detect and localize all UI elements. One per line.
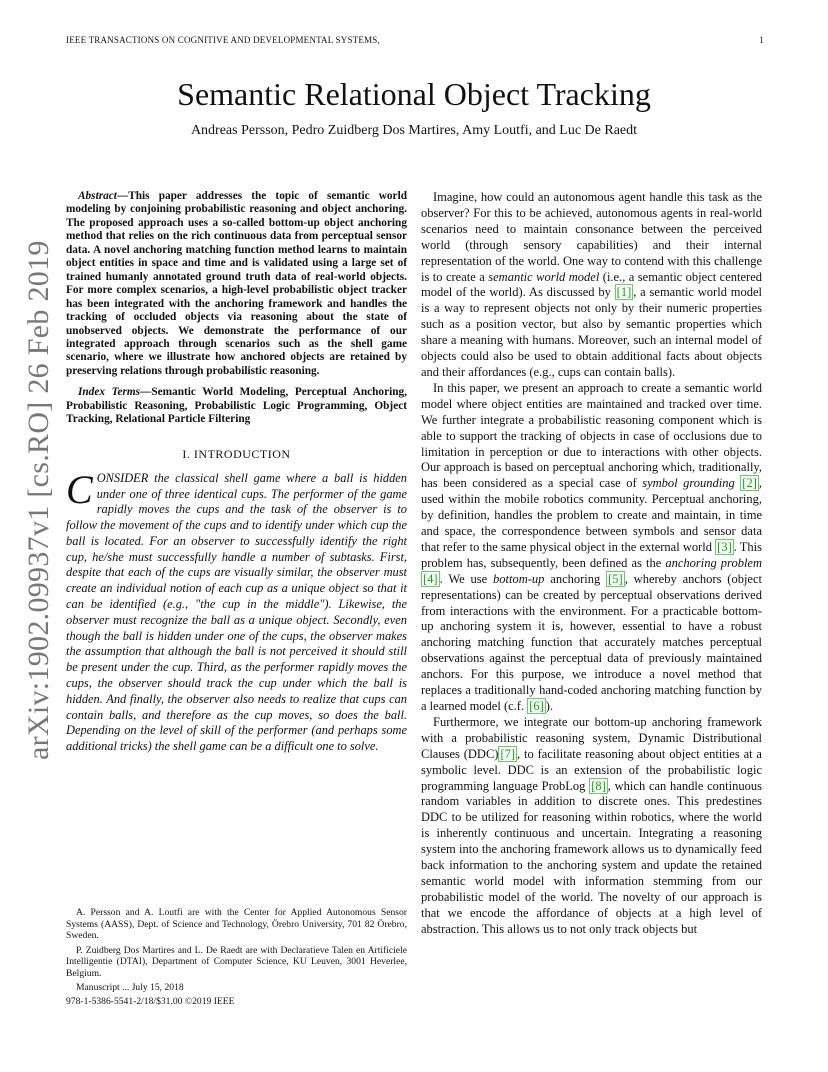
abstract [66, 190, 407, 378]
emphasis-text: bottom-up [493, 571, 545, 586]
citation-link[interactable]: [3] [717, 539, 732, 554]
text-run: , used within the mobile robotics community. Perceptual anchoring, by definition, handles the problem to create and maintain, in time and space, the correspondence between symbols and sensor data that refer to the same physical object in the external world [421, 476, 762, 554]
emphasis-text: symbol grounding [642, 476, 735, 491]
body-paragraph-1 [421, 190, 762, 381]
text-run: Furthermore, we integrate our bottom-up anchoring framework with a probabilistic reasoning system, Dynamic Distributional Clauses (DDC) [421, 714, 762, 761]
index-terms-label: Index Terms [78, 386, 141, 399]
text-run: , which can handle continuous random variables in addition to discrete ones. This predestines DDC to be utilized for reasoning within robotics, where the world is inherently continuous and uncertain. Integrating a reasoning system into the anchoring framework allows us to dynamically feed back information to the anchoring system and update the retained semantic world model with information stemming from our probabilistic model of the world. The novelty of our approach is that we encode the affordance of objects at a high level of abstraction. This allows us to not only track objects but [421, 778, 762, 936]
citation-link[interactable]: [4] [423, 571, 438, 586]
text-run: In this paper, we present an approach to create a semantic world model where object entities are maintained and tracked over time. We further integrate a probabilistic reasoning component which is able to support the tracking of objects in case of occlusions due to limitation in perception or due to interactions with other objects. Our approach is based on perceptual anchoring which, traditionally, has been considered as a special case of [421, 380, 762, 491]
text-run: anchoring [544, 571, 607, 586]
abstract-text: —This paper addresses the topic of semantic world modeling by conjoining probabilistic reasoning and object anchoring. The proposed approach uses a so-called bottom-up object anchoring method that relies on the rich continuous data from perceptual sensor data. A novel anchoring matching function method learns to maintain object entities in space and time and is validated using a large set of trained humanly annotated ground truth data of real-world objects. For more complex scenarios, a high-level probabilistic object tracker has been integrated with the anchoring framework and handles the tracking of occluded objects via reasoning about the state of unobserved objects. We demonstrate the performance of our integrated approach through scenarios such as the shell game scenario, where we illustrate how anchored objects are retained by preserving relations through probabilistic reasoning. [66, 190, 407, 377]
footnote-affiliation-2: P. Zuidberg Dos Martires and L. De Raedt are with Declaratieve Talen en Artificiele Intelligentie (DTAI), Department of Computer Science, KU Leuven, 3001 Heverlee, Belgium. [66, 944, 407, 979]
section-heading: I. INTRODUCTION [182, 446, 291, 461]
index-terms-text: —Semantic World Modeling, Perceptual Anchoring, Probabilistic Reasoning, Probabilistic Logic Programming, Object Tracking, Relational Particle Filtering [66, 386, 407, 426]
emphasis-text: anchoring problem [665, 555, 762, 570]
text-run: Imagine, how could an autonomous agent handle this task as the observer? For this to be achieved, autonomous agents in real-world scenarios need to maintain consonance between the perceived world (through sensory capabilities) and their internal representation of the world. One way to contend with this challenge is to create a [421, 190, 762, 284]
body-paragraph-3 [421, 715, 762, 938]
citation-link[interactable]: [5] [608, 571, 623, 586]
right-column [421, 190, 762, 938]
citation-link[interactable]: [8] [591, 778, 606, 793]
paper-title: Semantic Relational Object Tracking [177, 76, 651, 112]
left-column [66, 190, 407, 755]
text-run: . This problem has, subsequently, been defined as the [421, 539, 762, 570]
copyright-line: 978-1-5386-5541-2/18/$31.00 ©2019 IEEE [66, 996, 235, 1007]
intro-text: ONSIDER the classical shell game where a ball is hidden under one of three identical cups. The performer of the game rapidly moves the cups and the task of the observer is to follow the movement of the cups and to identify under which cup the ball is located. For an observer to successfully identify the right cup, he/she must successfully handle a number of subtasks. First, despite that each of the cups are visually similar, the observer must create an individual notion of each cup as a unique object so that it can be identified (e.g., "the cup in the middle"). Likewise, the observer must recognize the ball as a unique object. Secondly, even though the ball is hidden under one of the cups, the observer makes the assumption that although the ball is not perceived it should still be present under the cup. Third, as the performer rapidly moves the cups, the observer should track the cup under which the ball is hidden. And finally, the observer also needs to realize that cups can contain balls, and therefore as the cup moves, so does the ball. Depending on the level of skill of the performer (and perhaps some additional tricks) the shell game can be a difficult one to solve. [66, 470, 407, 754]
emphasis-text: semantic world model [488, 269, 600, 284]
text-run: , whereby anchors (object representations) can be created by perceptual observations derived from interactions with the environment. For a practicable bottom-up anchoring system it is, however, essential to have a robust anchoring matching function that accurately matches perceptual observations against the perceptual data of previously maintained anchors. For this purpose, we introduce a novel method that replaces a traditionally hand-coded anchoring matching function by a learned model (c.f. [421, 571, 762, 713]
intro-paragraph [66, 466, 407, 755]
arxiv-stamp[interactable]: arXiv:1902.09937v1 [cs.RO] 26 Feb 2019 [22, 240, 55, 760]
footnote-affiliation-1: A. Persson and A. Loutfi are with the Center for Applied Autonomous Sensor Systems (AASS), Dept. of Science and Technology, Örebro University, 701 82 Örebro, Sweden. [66, 907, 407, 941]
text-run: , a semantic world model is a way to represent objects not only by their numeric properties such as a position vector, but also by semantic properties which share a meaning with humans. Moreover, such an internal model of objects could also be used to obtain additional facts about objects and their affordances (e.g., cups can contain balls). [421, 285, 762, 379]
author-list: Andreas Persson, Pedro Zuidberg Dos Martires, Amy Loutfi, and Luc De Raedt [190, 123, 638, 138]
citation-link[interactable]: [2] [742, 476, 757, 491]
body-paragraph-2 [421, 381, 762, 715]
citation-link[interactable]: [6] [529, 699, 544, 713]
text-run: . We use [439, 571, 494, 586]
citation-link[interactable]: [1] [616, 285, 632, 300]
index-terms [66, 386, 407, 426]
running-header: IEEE TRANSACTIONS ON COGNITIVE AND DEVELOPMENTAL SYSTEMS, [66, 35, 380, 45]
footnotes [66, 907, 407, 997]
abstract-label: Abstract [78, 190, 117, 202]
text-run: , to facilitate reasoning about object entities at a symbolic level. DDC is an extension of the probabilistic logic programming language ProbLog [421, 746, 762, 793]
footnote-manuscript-date: Manuscript ... July 15, 2018 [76, 982, 184, 993]
citation-link[interactable]: [7] [500, 746, 516, 761]
drop-cap: C [66, 466, 93, 512]
page-number: 1 [759, 35, 764, 45]
text-run: (i.e., a semantic object centered model of the world). As discussed by [421, 269, 762, 300]
text-run: ). [545, 699, 554, 713]
